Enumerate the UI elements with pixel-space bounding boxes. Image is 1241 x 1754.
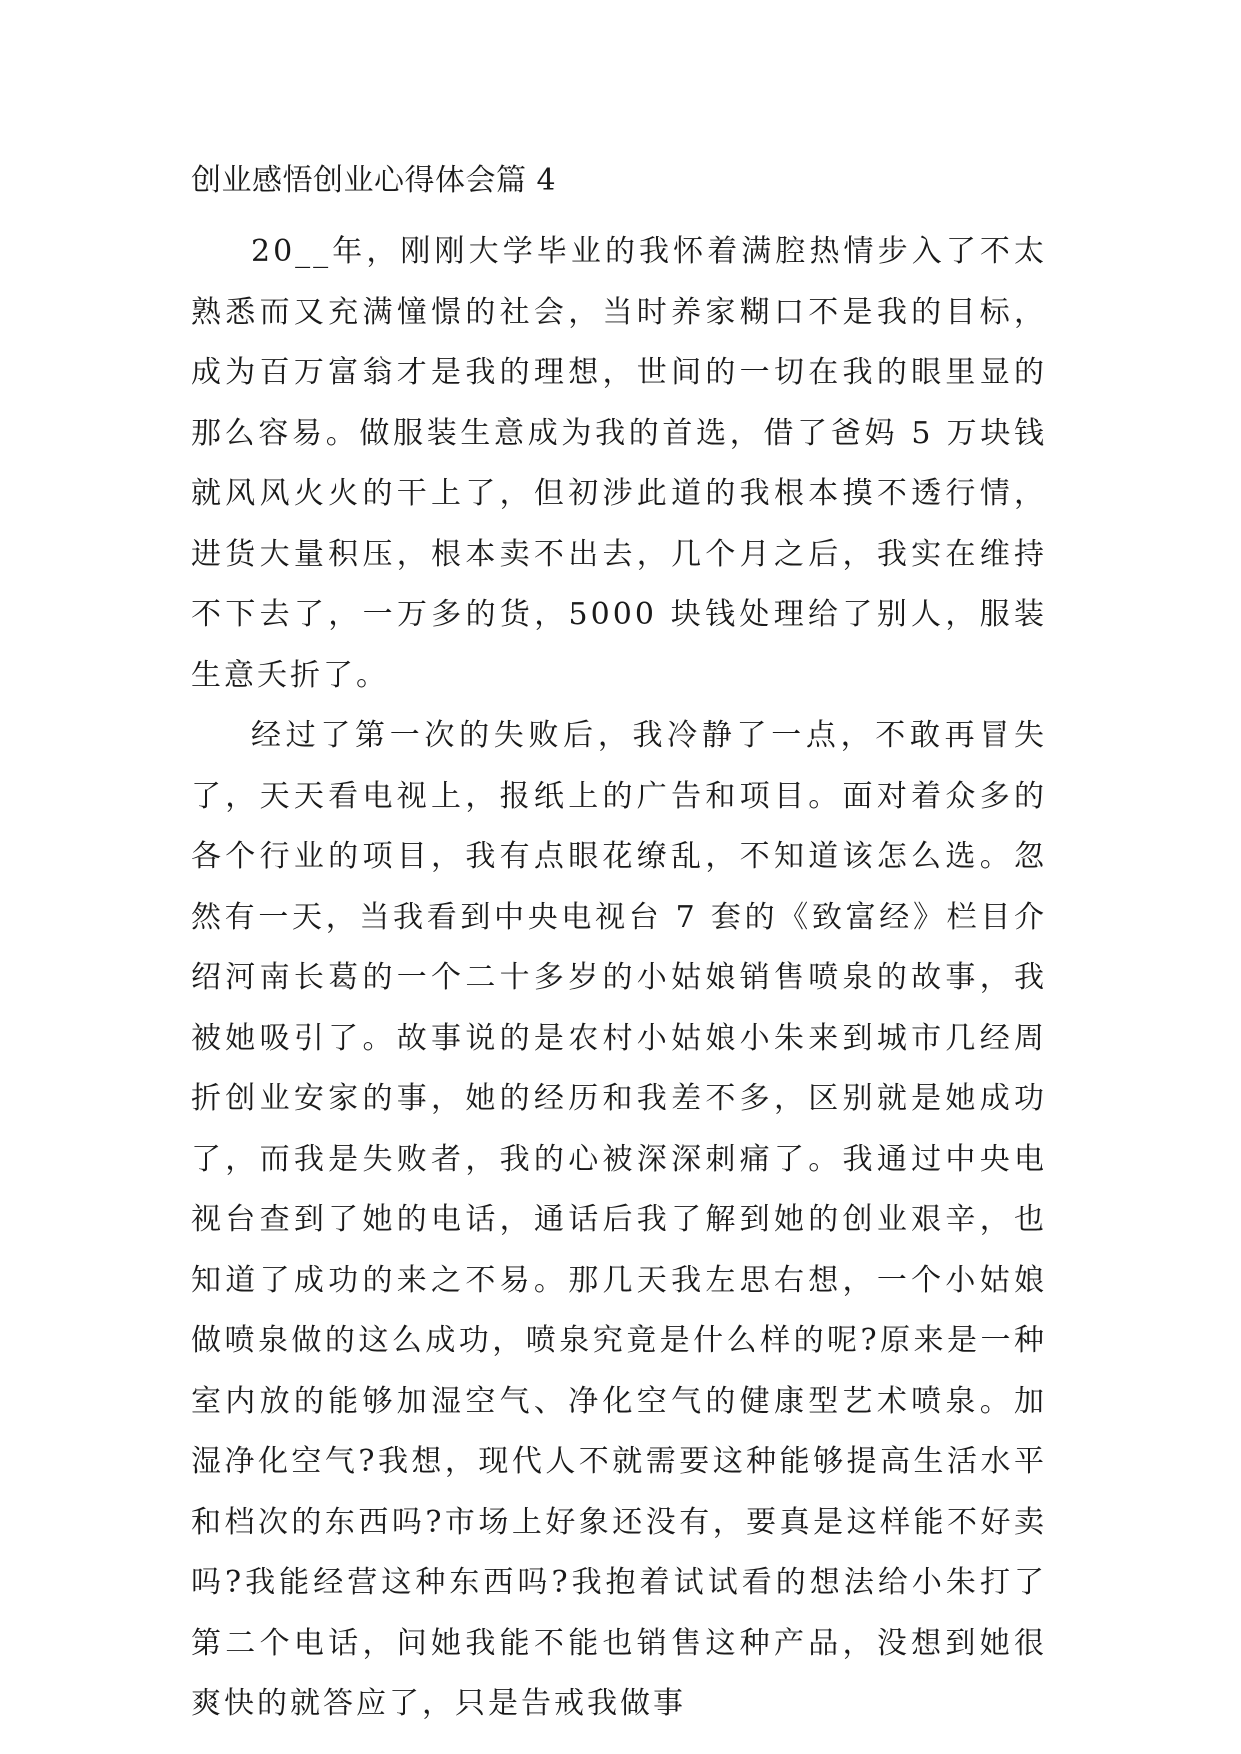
paragraph-2: 经过了第一次的失败后，我冷静了一点，不敢再冒失了，天天看电视上，报纸上的广告和项目。面对着众多的各个行业的项目，我有点眼花缭乱，不知道该怎么选。忽然有一天，当我看到中央电视台 7 套的《致富经》栏目介绍河南长葛的一个二十多岁的小姑娘销售喷泉的故事，我被她吸引了。故事说的是农村小姑娘小朱来到城市几经周折创业安家的事，她的经历和我差不多，区别就是她成功了，而我是失败者，我的心被深深刺痛了。我通过中央电视台查到了她的电话，通话后我了解到她的创业艰辛，也知道了成功的来之不易。那几天我左思右想，一个小姑娘做喷泉做的这么成功，喷泉究竟是什么样的呢?原来是一种室内放的能够加湿空气、净化空气的健康型艺术喷泉。加湿净化空气?我想，现代人不就需要这种能够提高生活水平和档次的东西吗?市场上好象还没有，要真是这样能不好卖吗?我能经营这种东西吗?我抱着试试看的想法给小朱打了第二个电话，问她我能不能也销售这种产品，没想到她很爽快的就答应了，只是告戒我做事 — [191, 718, 1047, 1721]
paragraph-1: 20__年，刚刚大学毕业的我怀着满腔热情步入了不太熟悉而又充满憧憬的社会，当时养家糊口不是我的目标，成为百万富翁才是我的理想，世间的一切在我的眼里显的那么容易。做服装生意成为我的首选，借了爸妈 5 万块钱就风风火火的干上了，但初涉此道的我根本摸不透行情，进货大量积压，根本卖不出去，几个月之后，我实在维持不下去了，一万多的货，5000 块钱处理给了别人，服装生意夭折了。 — [191, 234, 1047, 693]
document-body — [191, 162, 1047, 1735]
document-title: 创业感悟创业心得体会篇 4 — [191, 163, 557, 198]
